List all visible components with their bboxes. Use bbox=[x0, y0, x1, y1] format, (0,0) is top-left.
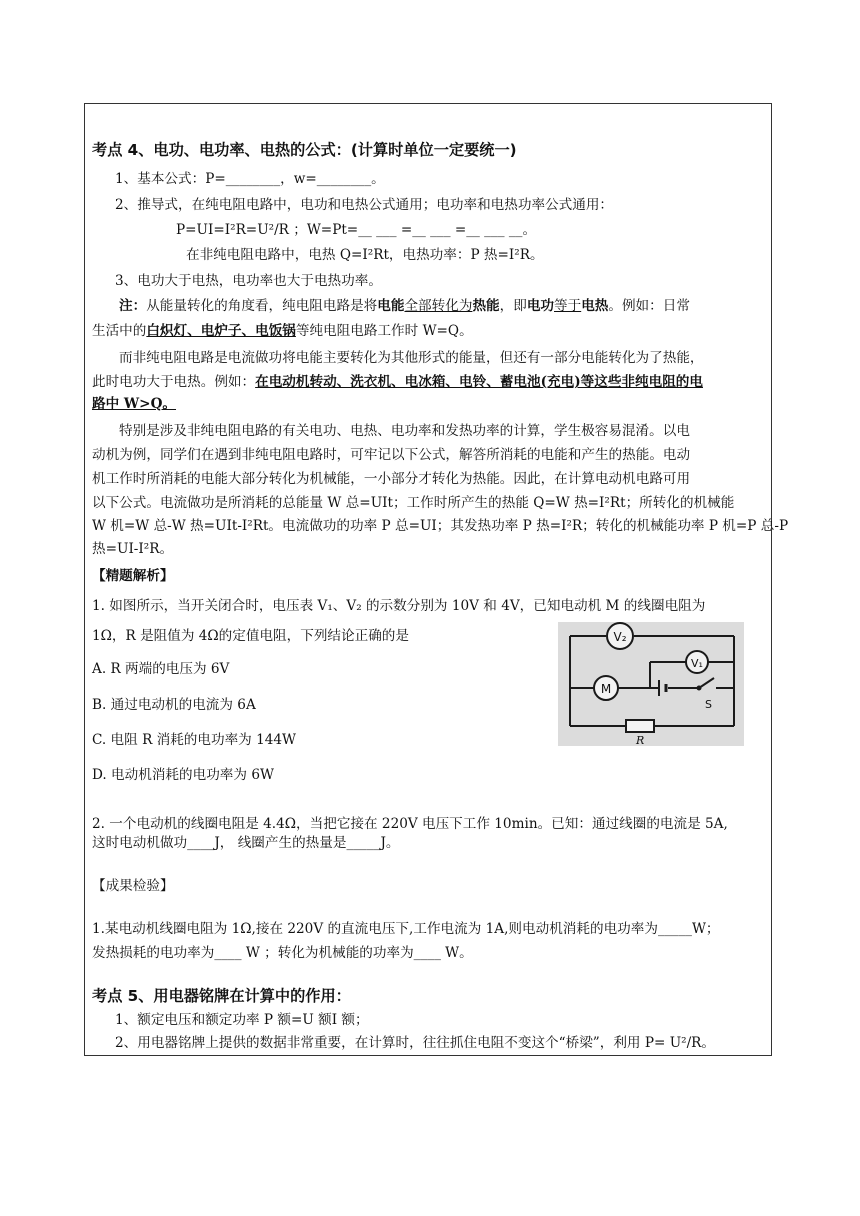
check-q1-line1: 1.某电动机线圈电阻为 1Ω,接在 220V 的直流电压下,工作电流为 1A,则电动机消耗的电功率为_____W； bbox=[92, 921, 720, 937]
note-line10: W 机=W 总-W 热=UIt-I²Rt。电流做功的功率 P 总=UI；其发热功率 P 热=I²R；转化的机械能功率 P 机=P 总-P bbox=[92, 518, 789, 534]
check-title: 【成果检验】 bbox=[92, 878, 174, 894]
nameplate-note: 2、用电器铭牌上提供的数据非常重要，在计算时，往往抓住电阻不变这个“桥梁”，利用 P= U²/R。 bbox=[115, 1035, 716, 1051]
note-line5: 路中 W>Q。 bbox=[92, 396, 177, 412]
resistor-icon bbox=[626, 720, 654, 732]
circuit-diagram bbox=[558, 622, 744, 746]
q1-line2: 1Ω，R 是阻值为 4Ω的定值电阻，下列结论正确的是 bbox=[92, 628, 409, 644]
note-pure-examples: 白炽灯、电炉子、电饭锅 bbox=[146, 323, 296, 339]
derived-formula-intro: 2、推导式，在纯电阻电路中，电功和电热公式通用；电功率和电热功率公式通用： bbox=[115, 197, 614, 213]
section5-title: 考点 5、用电器铭牌在计算中的作用： bbox=[92, 987, 351, 1005]
section4-title: 考点 4、电功、电功率、电热的公式：(计算时单位一定要统一) bbox=[92, 141, 517, 159]
v1-label: V₁ bbox=[691, 657, 703, 670]
note-electric-energy: 电能 bbox=[377, 298, 405, 314]
note-all-converted: 全部转化为 bbox=[404, 298, 473, 314]
power-compare: 3、电功大于电热，电功率也大于电热功率。 bbox=[115, 273, 382, 289]
note-line6: 特别是涉及非纯电阻电路的有关电功、电热、电功率和发热功率的计算，学生极容易混淆。以电 bbox=[119, 423, 690, 439]
note-line2 bbox=[92, 322, 473, 340]
option-d: D. 电动机消耗的电功率为 6W bbox=[92, 767, 274, 783]
check-q1-line2: 发热损耗的电功率为____ W ；转化为机械能的功率为____ W。 bbox=[92, 945, 473, 961]
note-nonpure-examples: 在电动机转动、洗衣机、电冰箱、电铃、蓄电池(充电)等这些非纯电阻的电 bbox=[255, 374, 703, 390]
note-heat: 电热 bbox=[581, 298, 609, 314]
note-line7: 动机为例，同学们在遇到非纯电阻电路时，可牢记以下公式，解答所消耗的电能和产生的热能。电动 bbox=[92, 447, 691, 463]
note-text: ，即 bbox=[499, 298, 527, 314]
rated-values: 1、额定电压和额定功率 P 额=U 额I 额； bbox=[115, 1012, 369, 1028]
option-c: C. 电阻 R 消耗的电功率为 144W bbox=[92, 732, 297, 748]
note-line1 bbox=[119, 297, 690, 315]
note-text: 。例如：日常 bbox=[608, 298, 690, 314]
note-line11: 热=UI-I²R。 bbox=[92, 541, 174, 557]
option-a: A. R 两端的电压为 6V bbox=[92, 661, 230, 677]
note-line8: 机工作时所消耗的电能大部分转化为机械能，一小部分才转化为热能。因此，在计算电动机电路可用 bbox=[92, 471, 691, 487]
basic-formula: 1、基本公式：P=________，w=________。 bbox=[115, 171, 385, 187]
motor-label: M bbox=[600, 682, 612, 696]
v2-label: V₂ bbox=[613, 630, 627, 644]
q2-line1: 2. 一个电动机的线圈电阻是 4.4Ω，当把它接在 220V 电压下工作 10min。已知：通过线圈的电流是 5A, bbox=[92, 816, 728, 832]
q1-line1: 1. 如图所示，当开关闭合时，电压表 V₁、V₂ 的示数分别为 10V 和 4V，已知电动机 M 的线圈电阻为 bbox=[92, 598, 706, 614]
analysis-title: 【精题解析】 bbox=[92, 568, 174, 584]
derived-formula: P=UI=I²R=U²/R ；W=Pt=__ ___ =__ ___ =__ ___ __。 bbox=[176, 222, 537, 238]
note-text: 此时电功大于电热。例如： bbox=[92, 374, 256, 390]
note-label: 注： bbox=[119, 298, 147, 314]
note-text: 从能量转化的角度看，纯电阻电路是将 bbox=[146, 298, 378, 314]
note-equals: 等于 bbox=[554, 298, 582, 314]
note-work: 电功 bbox=[526, 298, 554, 314]
note-text: 生活中的 bbox=[92, 323, 147, 339]
q2-line2: 这时电动机做功____J， 线圈产生的热量是_____J。 bbox=[92, 835, 400, 851]
note-line3: 而非纯电阻电路是电流做功将电能主要转化为其他形式的能量，但还有一部分电能转化为了热能， bbox=[119, 350, 704, 366]
non-pure-formula: 在非纯电阻电路中，电热 Q=I²Rt，电热功率：P 热=I²R。 bbox=[186, 247, 544, 263]
option-b: B. 通过电动机的电流为 6A bbox=[92, 697, 256, 713]
switch-label: S bbox=[705, 698, 712, 711]
resistor-label: R bbox=[636, 734, 645, 746]
note-line4 bbox=[92, 373, 703, 391]
note-heat-energy: 热能 bbox=[472, 298, 500, 314]
note-text: 等纯电阻电路工作时 W=Q。 bbox=[295, 323, 473, 339]
note-line9: 以下公式。电流做功是所消耗的总能量 W 总=UIt；工作时所产生的热能 Q=W 热=I²Rt；所转化的机械能 bbox=[92, 495, 735, 511]
